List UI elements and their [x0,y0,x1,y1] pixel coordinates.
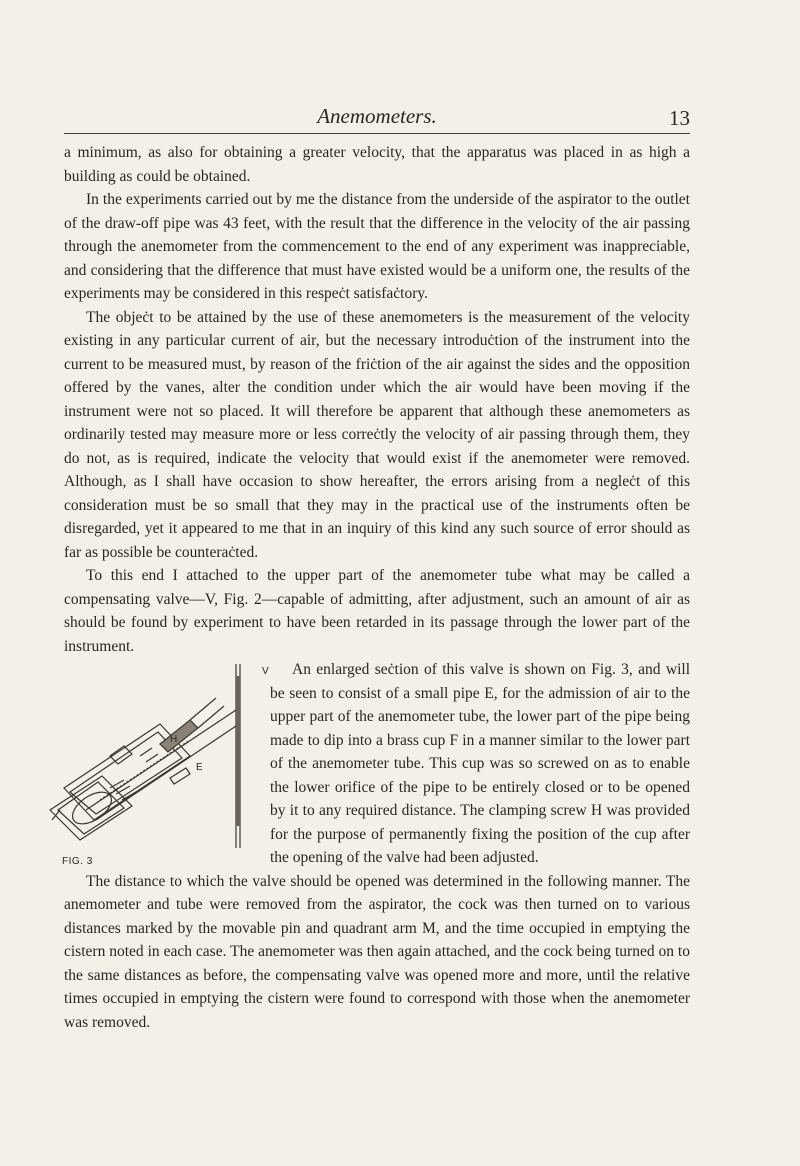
figure-3 [40,660,269,867]
label-h: H [170,734,178,745]
figure-caption: FIG. 3 [62,856,93,867]
paragraph-5-text: An enlarged seċtion of this valve is shown on Fig. 3, and will be seen to consist of a small pipe E, for the admission of air to the upper part of the anemometer tube, the lower part of the pipe being made to dip into a brass cup F in a manner similar to the lower part of the anemometer tube. This cup was so screwed on as to enable the lower orifice of the pipe to be entirely closed or to be opened by it to any required distance. The clamping screw H was provided for the purpose of permanently fixing the position of the cup after the opening of the valve had been adjusted. [270,661,690,866]
running-title: Anemometers. [317,104,437,128]
label-e: E [196,762,203,773]
label-v: V [262,666,269,677]
page-header [64,104,690,130]
body-text [64,141,690,1034]
header-rule [64,133,690,134]
paragraph-3: The objeċt to be attained by the use of these anemometers is the measurement of the velocity existing in any particular current of air, but the necessary introduċtion of the instrument into the current to be measured must, by reason of the friċtion of the air against the sides and the opposition offered by the vanes, alter the condition under which the air would have been moving if the instrument were not so placed. It will therefore be apparent that although these anemometers as ordinarily tested may measure more or less correċtly the velocity of air passing through them, they do not, as is required, indicate the velocity that would exist if the anemometer were removed. Although, as I shall have occasion to show hereafter, the errors arising from a negleċt of this consideration must be so small that they may in the practical use of the instruments often be disregarded, yet it appeared to me that in an inquiry of this kind any such source of error should as far as possible be counteraċted. [64,308,690,561]
paragraph-4: To this end I attached to the upper part of the anemometer tube what may be called a compensating valve—V, Fig. 2—capable of admitting, after adjustment, such an amount of air as should be found by experiment to have been retarded in its passage through the lower part of the instrument. [64,567,690,655]
paragraph-5 [64,658,690,870]
paragraph-6: The distance to which the valve should be opened was determined in the following manner. The anemometer and tube were removed from the aspirator, the cock was then turned on to various distances marked by the movable pin and quadrant arm M, and the time occupied in emptying the cistern noted in each case. The anemometer was then again attached, and the cock being turned on to the same distances as before, the compensating valve was opened more and more, until the relative times occupied in emptying the cistern were found to correspond with those when the anemometer was removed. [64,872,690,1031]
paragraph-2: In the experiments carried out by me the distance from the underside of the aspirator to the outlet of the draw-off pipe was 43 feet, with the result that the difference in the velocity of the air passing through the anemometer from the commencement to the end of any experiment was inappreciable, and considering that the difference that must have existed would be a uniform one, the results of the experiments may be considered in this respeċt satisfaċtory. [64,191,690,302]
page-number: 13 [669,106,690,130]
valve-section-drawing [40,660,262,850]
paragraph-1: a minimum, as also for obtaining a greater velocity, that the apparatus was placed in as high a building as could be obtained. [64,144,690,185]
